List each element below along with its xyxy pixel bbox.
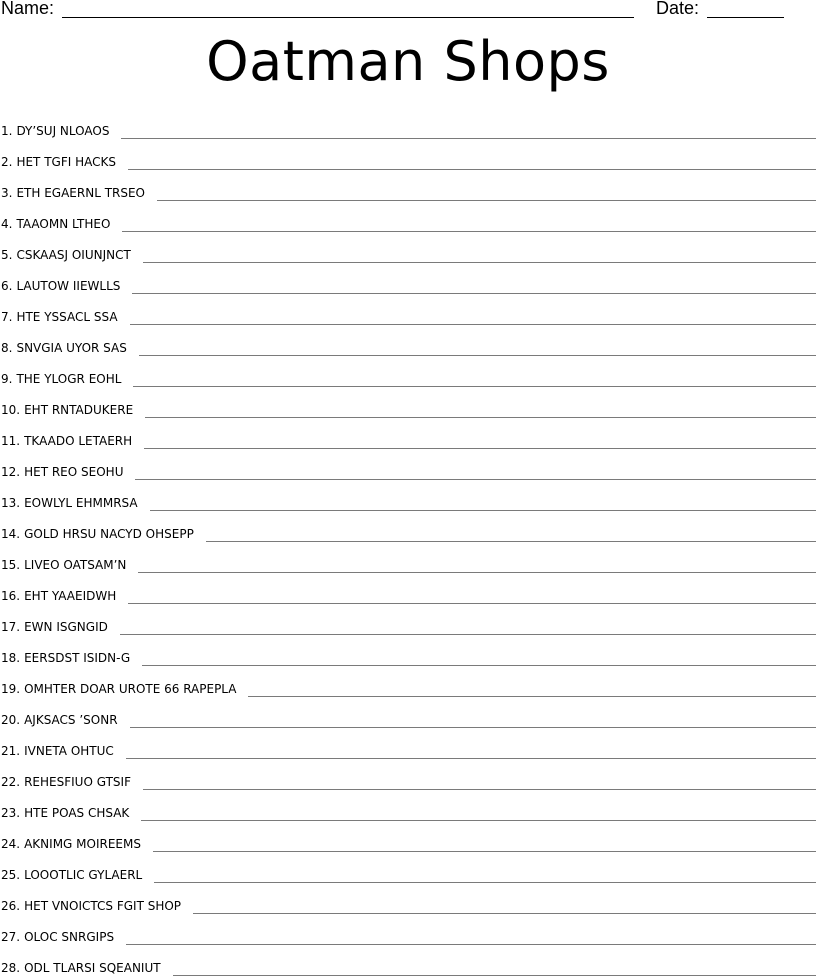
item-number: 27. <box>1 930 21 944</box>
item-number: 9. <box>1 372 13 386</box>
scramble-item <box>0 637 816 668</box>
scrambled-word: OLOC SNRGIPS <box>24 930 115 944</box>
item-number: 25. <box>1 868 21 882</box>
scramble-item <box>0 885 816 916</box>
item-number: 16. <box>1 589 21 603</box>
scramble-clue <box>0 124 109 141</box>
scrambled-word: HET TGFI HACKS <box>16 155 116 169</box>
scramble-item <box>0 203 816 234</box>
item-number: 20. <box>1 713 21 727</box>
scramble-clue <box>0 651 130 668</box>
scramble-clue <box>0 155 116 172</box>
scramble-item <box>0 513 816 544</box>
scramble-clue <box>0 837 141 854</box>
scramble-item <box>0 730 816 761</box>
word-scramble-list <box>0 110 816 978</box>
item-number: 17. <box>1 620 21 634</box>
answer-line[interactable] <box>121 137 816 139</box>
answer-line[interactable] <box>138 571 816 573</box>
scrambled-word: THE YLOGR EOHL <box>16 372 122 386</box>
scramble-item <box>0 389 816 420</box>
scramble-item <box>0 544 816 575</box>
answer-line[interactable] <box>193 912 816 914</box>
answer-line[interactable] <box>130 726 816 728</box>
scramble-item <box>0 110 816 141</box>
answer-line[interactable] <box>150 509 816 511</box>
answer-line[interactable] <box>143 261 816 263</box>
scrambled-word: TKAADO LETAERH <box>24 434 133 448</box>
date-label: Date: <box>656 0 700 18</box>
scramble-clue <box>0 217 110 234</box>
item-number: 7. <box>1 310 13 324</box>
item-number: 2. <box>1 155 13 169</box>
scramble-clue <box>0 930 114 947</box>
answer-line[interactable] <box>128 168 816 170</box>
scramble-clue <box>0 558 126 575</box>
answer-line[interactable] <box>139 354 816 356</box>
worksheet-header <box>0 0 816 24</box>
scrambled-word: EWN ISGNGID <box>24 620 108 634</box>
answer-line[interactable] <box>120 633 816 635</box>
item-number: 26. <box>1 899 21 913</box>
scramble-clue <box>0 868 142 885</box>
answer-line[interactable] <box>122 230 816 232</box>
scramble-clue <box>0 744 114 761</box>
scramble-item <box>0 699 816 730</box>
worksheet-title: Oatman Shops <box>206 30 610 93</box>
item-number: 3. <box>1 186 13 200</box>
scrambled-word: EOWLYL EHMMRSA <box>24 496 138 510</box>
answer-line[interactable] <box>153 850 816 852</box>
scrambled-word: ETH EGAERNL TRSEO <box>16 186 146 200</box>
scramble-clue <box>0 248 131 265</box>
scramble-item <box>0 451 816 482</box>
scramble-clue <box>0 341 127 358</box>
answer-line[interactable] <box>173 974 816 976</box>
item-number: 6. <box>1 279 13 293</box>
scrambled-word: EERSDST ISIDN-G <box>24 651 131 665</box>
answer-line[interactable] <box>126 943 816 945</box>
scramble-item <box>0 358 816 389</box>
item-number: 11. <box>1 434 21 448</box>
scrambled-word: EHT RNTADUKERE <box>24 403 134 417</box>
scrambled-word: EHT YAAEIDWH <box>24 589 117 603</box>
scrambled-word: LAUTOW IIEWLLS <box>16 279 121 293</box>
scramble-clue <box>0 899 181 916</box>
scramble-clue <box>0 372 121 389</box>
item-number: 19. <box>1 682 21 696</box>
answer-line[interactable] <box>132 292 816 294</box>
scramble-clue <box>0 713 118 730</box>
item-number: 24. <box>1 837 21 851</box>
answer-line[interactable] <box>126 757 816 759</box>
answer-line[interactable] <box>206 540 816 542</box>
scramble-clue <box>0 806 129 823</box>
answer-line[interactable] <box>157 199 816 201</box>
scramble-clue <box>0 961 161 978</box>
name-label: Name: <box>1 0 55 18</box>
answer-line[interactable] <box>145 416 816 418</box>
answer-line[interactable] <box>154 881 816 883</box>
scrambled-word: TAAOMN LTHEO <box>16 217 111 231</box>
item-number: 1. <box>1 124 13 138</box>
scramble-clue <box>0 620 108 637</box>
scramble-item <box>0 854 816 885</box>
item-number: 8. <box>1 341 13 355</box>
item-number: 13. <box>1 496 21 510</box>
scrambled-word: CSKAASJ OIUNJNCT <box>16 248 131 262</box>
name-field-line[interactable] <box>62 16 634 18</box>
scramble-item <box>0 327 816 358</box>
answer-line[interactable] <box>141 819 816 821</box>
item-number: 15. <box>1 558 21 572</box>
answer-line[interactable] <box>248 695 816 697</box>
item-number: 22. <box>1 775 21 789</box>
answer-line[interactable] <box>133 385 816 387</box>
scrambled-word: GOLD HRSU NACYD OHSEPP <box>24 527 194 541</box>
item-number: 23. <box>1 806 21 820</box>
answer-line[interactable] <box>144 447 816 449</box>
scrambled-word: AKNIMG MOIREEMS <box>24 837 141 851</box>
answer-line[interactable] <box>142 664 816 666</box>
scrambled-word: HTE YSSACL SSA <box>16 310 118 324</box>
scramble-item <box>0 141 816 172</box>
item-number: 5. <box>1 248 13 262</box>
date-field-line[interactable] <box>707 16 784 18</box>
scrambled-word: DY’SUJ NLOAOS <box>16 124 110 138</box>
scramble-clue <box>0 434 132 451</box>
scramble-item <box>0 606 816 637</box>
scramble-item <box>0 792 816 823</box>
item-number: 18. <box>1 651 21 665</box>
scrambled-word: ODL TLARSI SQEANIUT <box>24 961 161 975</box>
scramble-clue <box>0 682 236 699</box>
scramble-item <box>0 823 816 854</box>
scramble-clue <box>0 589 116 606</box>
scrambled-word: AJKSACS ’SONR <box>24 713 118 727</box>
scramble-item <box>0 420 816 451</box>
scramble-item <box>0 482 816 513</box>
item-number: 10. <box>1 403 21 417</box>
answer-line[interactable] <box>128 602 816 604</box>
item-number: 21. <box>1 744 21 758</box>
scrambled-word: SNVGIA UYOR SAS <box>16 341 127 355</box>
scrambled-word: IVNETA OHTUC <box>24 744 114 758</box>
answer-line[interactable] <box>135 478 816 480</box>
scrambled-word: LOOOTLIC GYLAERL <box>24 868 143 882</box>
item-number: 14. <box>1 527 21 541</box>
answer-line[interactable] <box>143 788 816 790</box>
scramble-clue <box>0 279 120 296</box>
scramble-clue <box>0 403 133 420</box>
item-number: 28. <box>1 961 21 975</box>
scrambled-word: REHESFIUO GTSIF <box>24 775 131 789</box>
scramble-item <box>0 761 816 792</box>
scramble-item <box>0 668 816 699</box>
scrambled-word: HET REO SEOHU <box>24 465 124 479</box>
scramble-clue <box>0 527 194 544</box>
scramble-clue <box>0 310 118 327</box>
scramble-item <box>0 575 816 606</box>
scramble-clue <box>0 465 123 482</box>
answer-line[interactable] <box>130 323 816 325</box>
scrambled-word: HET VNOICTCS FGIT SHOP <box>24 899 182 913</box>
scramble-item <box>0 947 816 978</box>
scrambled-word: HTE POAS CHSAK <box>24 806 130 820</box>
scramble-clue <box>0 496 138 513</box>
scrambled-word: OMHTER DOAR UROTE 66 RAPEPLA <box>24 682 237 696</box>
scramble-clue <box>0 775 131 792</box>
scrambled-word: LIVEO OATSAM’N <box>24 558 127 572</box>
scramble-item <box>0 172 816 203</box>
scramble-item <box>0 916 816 947</box>
scramble-item <box>0 234 816 265</box>
scramble-item <box>0 265 816 296</box>
scramble-item <box>0 296 816 327</box>
item-number: 4. <box>1 217 13 231</box>
item-number: 12. <box>1 465 21 479</box>
scramble-clue <box>0 186 145 203</box>
